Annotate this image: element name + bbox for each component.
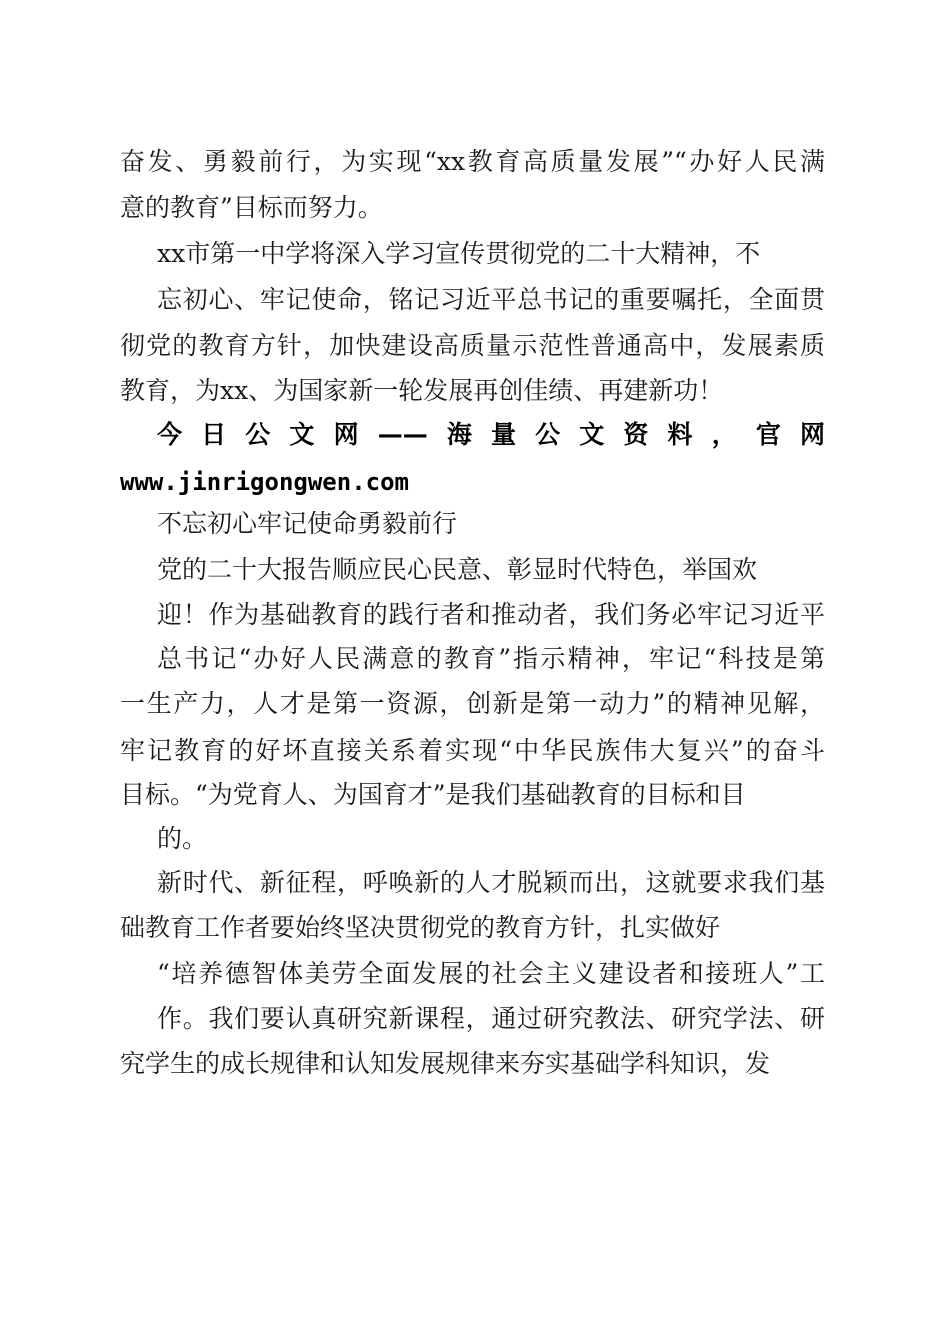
text-line: 的。 (157, 824, 208, 853)
text-line: xx市第一中学将深入学习宣传贯彻党的二十大精神，不 (157, 239, 761, 268)
text-line: 意的教育”目标而努力。 (120, 193, 383, 222)
text-line: 教育，为xx、为国家新一轮发展再创佳绩、再建新功！ (120, 376, 724, 405)
text-line: 新时代、新征程，呼唤新的人才脱颖而出，这就要求我们基 (157, 868, 825, 897)
text-line: 牢记教育的好坏直接关系着实现“中华民族伟大复兴”的奋斗 (120, 736, 825, 765)
text-line: 究学生的成长规律和认知发展规律来夯实基础学科知识，发 (120, 1049, 771, 1078)
text-line: 迎！作为基础教育的践行者和推动者，我们务必牢记习近平 (157, 600, 825, 629)
text-line: 础教育工作者要始终坚决贯彻党的教育方针，扎实做好 (120, 913, 721, 942)
text-line: 奋发、勇毅前行，为实现“xx教育高质量发展”“办好人民满 (120, 147, 825, 176)
article-title: 不忘初心牢记使命勇毅前行 (157, 509, 458, 538)
text-line: 总书记“办好人民满意的教育”指示精神，牢记“科技是第 (157, 644, 825, 673)
text-line: 党的二十大报告顺应民心民意、彰显时代特色，举国欢 (157, 555, 758, 584)
banner-heading: 今日公文网——海量公文资料，官网 (157, 420, 825, 449)
website-link[interactable]: www.jinrigongwen.com (120, 468, 409, 496)
text-line: 作。我们要认真研究新课程，通过研究教法、研究学法、研 (157, 1004, 825, 1033)
text-line: 一生产力，人才是第一资源，创新是第一动力”的精神见解， (120, 689, 825, 718)
text-line: “培养德智体美劳全面发展的社会主义建设者和接班人”工 (157, 959, 825, 988)
text-line: 目标。“为党育人、为国育才”是我们基础教育的目标和目 (120, 780, 746, 809)
text-line: 彻党的教育方针，加快建设高质量示范性普通高中，发展素质 (120, 331, 825, 360)
text-line: 忘初心、牢记使命，铭记习近平总书记的重要嘱托，全面贯 (157, 285, 825, 314)
